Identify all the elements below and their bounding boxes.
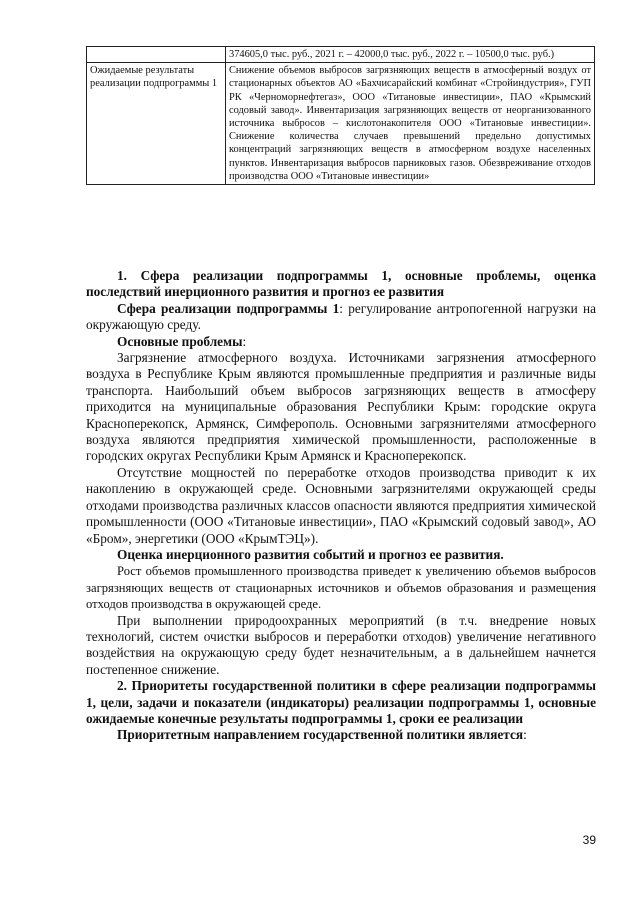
- scope-paragraph: [86, 301, 596, 334]
- paragraph-environmental-measures: При выполнении природоохранных мероприятий (в т.ч. внедрение новых технологий, систем очистки выбросов и переработки отходов) увеличение негативного воздействия на окружающую среду будет незначительным, а в дальнейшем начнется постепенное снижение.: [86, 612, 596, 677]
- table-cell-label: [87, 47, 226, 63]
- table-cell-value: Снижение объемов выбросов загрязняющих веществ в атмосферный воздух от стационарных объектов АО «Бахчисарайский комбинат «Стройиндустрия», ГУП РК «Черноморнефтегаз», ООО «Титановые инвестиции», ПАО «Крымский содовый завод». Инвентаризация загрязняющих веществ от неорганизованного источника выбросов – кислотонакопителя ООО «Титановые инвестиции». Снижение количества случаев превышений предельно допустимых концентраций загрязняющих веществ в атмосферном воздухе населенных пунктов. Инвентаризация выбросов парниковых газов. Обезвреживание отходов производства ООО «Титановые инвестиции»: [226, 63, 595, 185]
- section-1-heading: 1. Сфера реализации подпрограммы 1, основные проблемы, оценка последствий инерционного развития и прогноз ее развития: [86, 268, 596, 300]
- assessment-heading: Оценка инерционного развития событий и прогноз ее развития.: [117, 546, 504, 562]
- document-body: [86, 268, 596, 744]
- paragraph-waste: Отсутствие мощностей по переработке отходов производства приводит к их накоплению в окружающей среде. Основными загрязнителями окружающей среды отходами производства различных классов опасности являются предприятия химической промышленности (ООО «Титановые инвестиции», ПАО «Крымский содовый завод», АО «Бром», энергетики (ООО «КрымТЭЦ»).: [86, 464, 596, 546]
- paragraph-air-pollution: Загрязнение атмосферного воздуха. Источниками загрязнения атмосферного воздуха в Республике Крым являются промышленные предприятия и различные виды транспорта. Наибольший объем выбросов загрязняющих веществ в атмосферу приходится на муниципальные образования Республики Крым: городские округа Красноперекопск, Армянск, Симферополь. Основными загрязнителями атмосферного воздуха являются предприятия химической промышленности, расположенные в городских округах Республики Крым Армянск и Красноперекопск.: [86, 350, 596, 464]
- page-number: 39: [582, 833, 596, 847]
- scope-text: : регулирование антропогенной нагрузки на окружающую среду.: [86, 300, 596, 333]
- priority-colon: :: [523, 727, 527, 743]
- subprogram-passport-table: [86, 46, 595, 185]
- section-2-heading: 2. Приоритеты государственной политики в сфере реализации подпрограммы 1, цели, задачи и показатели (индикаторы) реализации подпрограммы 1, основные ожидаемые конечные результаты подпрограммы 1, сроки ее реализации: [86, 678, 596, 726]
- table-cell-label: Ожидаемые результаты реализации подпрограммы 1: [87, 63, 226, 185]
- priority-label: Приоритетным направлением государственной политики является: [117, 727, 524, 743]
- table-row: [87, 63, 595, 185]
- paragraph-production-growth: Рост объемов промышленного производства приведет к увеличению объемов выбросов загрязняющих веществ от стационарных источников и объемов образования и размещения отходов производства в окружающей среде.: [86, 564, 596, 612]
- problems-colon: :: [242, 333, 247, 349]
- priority-paragraph: [86, 727, 596, 743]
- problems-heading: [86, 334, 596, 350]
- table-row: [87, 47, 595, 63]
- table-cell-value: 374605,0 тыс. руб., 2021 г. – 42000,0 тыс. руб., 2022 г. – 10500,0 тыс. руб.): [226, 47, 595, 63]
- problems-label: Основные проблемы: [117, 333, 243, 349]
- scope-label: Сфера реализации подпрограммы 1: [117, 300, 340, 316]
